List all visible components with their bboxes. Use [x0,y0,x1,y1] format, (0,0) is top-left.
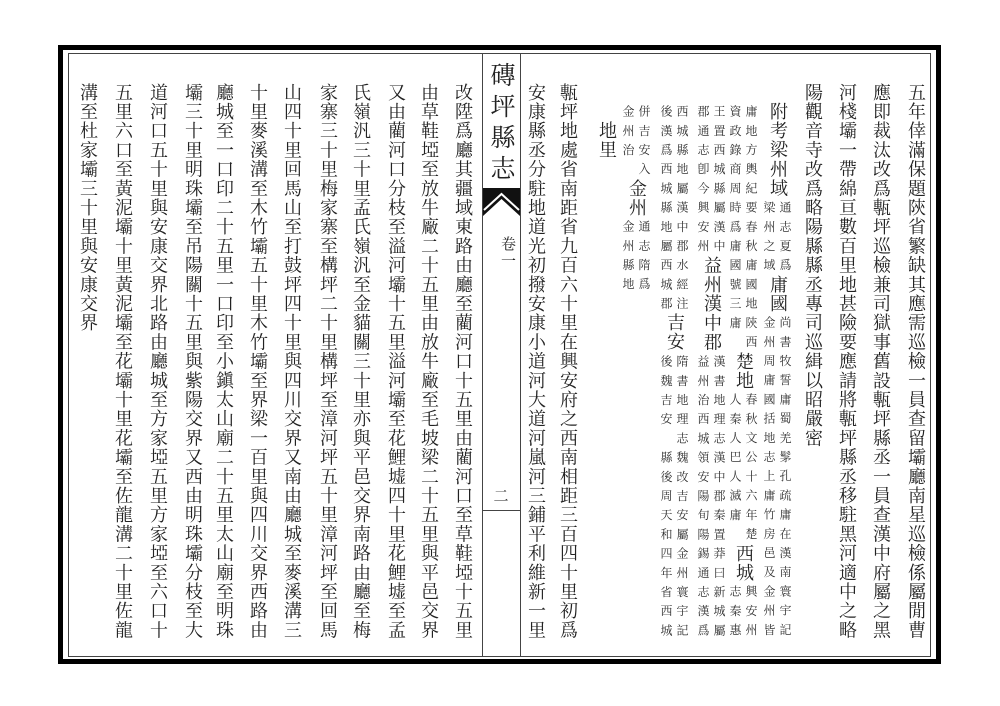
annotation-right-line: 併吉安入 [637,105,651,182]
center-column-divider [483,510,520,511]
annotation-left-line: 後魏吉安 縣後周天和四年省西城 [659,354,673,643]
text-column [105,83,139,640]
text-column [175,83,209,640]
text-column [411,83,445,640]
main-text: 家寨三十里梅家寨至構坪二十里構坪至漳河坪五十里漳河坪至回馬 [317,83,338,640]
main-text: 金州 [626,178,647,218]
annotation-left-line: 益州治西城領安陽旬陽錫通志漢爲 [696,354,710,643]
text-column [343,83,377,640]
annotation-note [619,102,653,182]
text-column [70,83,104,333]
main-text: 陽觀音寺改爲略陽縣縣丞專司巡緝以昭嚴密 [802,83,823,448]
text-column [140,83,174,640]
annotation-left-line: 梁州之域 [762,201,776,278]
annotation-left-line: 資政錄商周時爲庸國號三庸 [728,105,742,336]
annotation-note [619,217,653,298]
annotation-left-line: 郡通志卽今興安州 [696,105,710,259]
main-text: 改陞爲廳其疆域東路由廳至藺河口十五里由藺河口至草鞋埡十五里 [452,83,473,640]
annotation-right-line: 王置西城縣屬漢中 [712,105,726,259]
volume-label: 卷一 [499,236,517,270]
annotation-note [657,102,691,317]
annotation-left-line: 後漢爲西城縣地屬西城郡 [659,105,673,317]
annotation-right-line: 尚書牧誓庸蜀羌髳孔疏庸在漢南寰宇記 [778,316,792,643]
main-text: 河棧壩一帶綿亘數百里地甚險要應請將甎坪縣丞移駐黑河適中之略 [836,83,857,640]
text-column [445,83,479,640]
book-title: 磚坪縣志 [487,62,516,186]
annotation-right-line: 隋書地理志魏改吉安屬金州寰宇記 [675,354,689,643]
annotation-note [760,313,794,643]
main-text: 應即裁汰改爲甎坪巡檢兼司獄事舊設甎坪縣丞一員查漢中府屬之黑 [870,83,891,640]
annotation-right-line: 庸地方輿紀要春秋庸國地陝西 [744,105,758,355]
main-text: 甎坪地處省南距省九百六十里在興安府之西南相距三百四十里初爲 [557,83,578,640]
text-column [589,121,623,159]
main-text: 地里 [596,121,617,160]
annotation-note [694,102,728,259]
main-text: 附考梁州域 [767,102,788,199]
text-column [274,83,308,640]
annotation-left-line: 人秦人巴人滅庸 [728,393,742,528]
annotation-right-line: 漢書地理志漢中郡秦置莽曰新城屬 [712,354,726,643]
fish-tail-mark-icon [483,188,520,220]
annotation-right-line: 興安州 [744,585,758,643]
annotation-right-line: 春秋文公十六年楚 [744,393,758,547]
main-text: 氏嶺汎三十里孟氏嶺汎至金貓關三十里亦與平邑交界南路由廳至梅 [350,83,371,640]
main-text: 壩三十里明珠壩至吊陽關十五里與紫陽交界又西由明珠壩分枝至大 [182,83,203,640]
annotation-left-line: 金州治 [621,105,635,163]
text-column [240,83,274,640]
text-column [726,102,760,643]
text-column [760,102,794,643]
text-column [619,102,653,298]
main-text: 庸國 [767,274,788,314]
annotation-left-line: 志秦惠 [728,585,742,643]
annotation-right-line: 通志隋爲 [637,220,651,298]
main-text: 西城 [733,543,754,583]
annotation-note [726,390,760,547]
main-text: 五里六口至黃泥壩十里黃泥壩至花壩十里花壩至佐龍溝二十里佐龍 [112,83,133,640]
annotation-left-line: 金州縣地 [621,220,635,298]
text-column [206,83,240,640]
main-text: 廳城至一口印二十五里一口印至小鎭太山廟二十五里太山廟至明珠 [213,83,234,640]
annotation-note [657,352,691,643]
annotation-note [760,198,794,278]
text-column [310,83,344,640]
text-column [657,102,691,643]
main-text: 益州漢中郡 [701,255,722,352]
main-text: 山四十里回馬山至打鼓坪四十里與四川交界又南由廳城至麥溪溝三 [281,83,302,640]
main-text: 五年倖滿保題陝省繁缺其應需巡檢一員查留壩廳南星巡檢係屬閒曹 [905,83,926,640]
text-column [795,83,829,448]
main-text: 吉安 [664,313,685,352]
page-number: 二 [493,487,509,505]
annotation-note [726,102,760,355]
text-column [829,83,863,640]
annotation-note [726,582,760,643]
text-column [863,83,897,640]
main-text: 楚地 [733,351,754,391]
text-column [518,83,552,640]
main-text: 溝至杜家壩三十里與安康交界 [77,83,98,333]
text-column [694,102,728,643]
annotation-left-line: 金州周庸國括地志上庸竹房邑及金州皆 [762,316,776,643]
text-column [550,83,584,640]
annotation-right-line: 西城縣地屬漢中郡水經注 [675,105,689,317]
main-text: 道河口五十里與安康交界北路由廳城至方家埡五里方家埡至六口十 [147,83,168,640]
annotation-note [694,352,728,643]
annotation-right-line: 通志夏爲 [778,201,792,278]
main-text: 安康縣丞分駐地道光初撥安康小道河大道河嵐河三鋪平利維新一里 [525,83,546,640]
text-column [898,83,932,640]
main-text: 由草鞋埡至放牛廠二十五里由放牛廠至毛坡梁二十五里與平邑交界 [418,83,439,640]
text-column [378,83,412,640]
main-text: 十里麥溪溝至木竹壩五十里木竹壩至界梁一百里與四川交界西路由 [247,83,268,640]
main-text: 又由藺河口分枝至溢河壩十五里溢河壩至花鯉墟四十里花鯉墟至孟 [385,83,406,640]
